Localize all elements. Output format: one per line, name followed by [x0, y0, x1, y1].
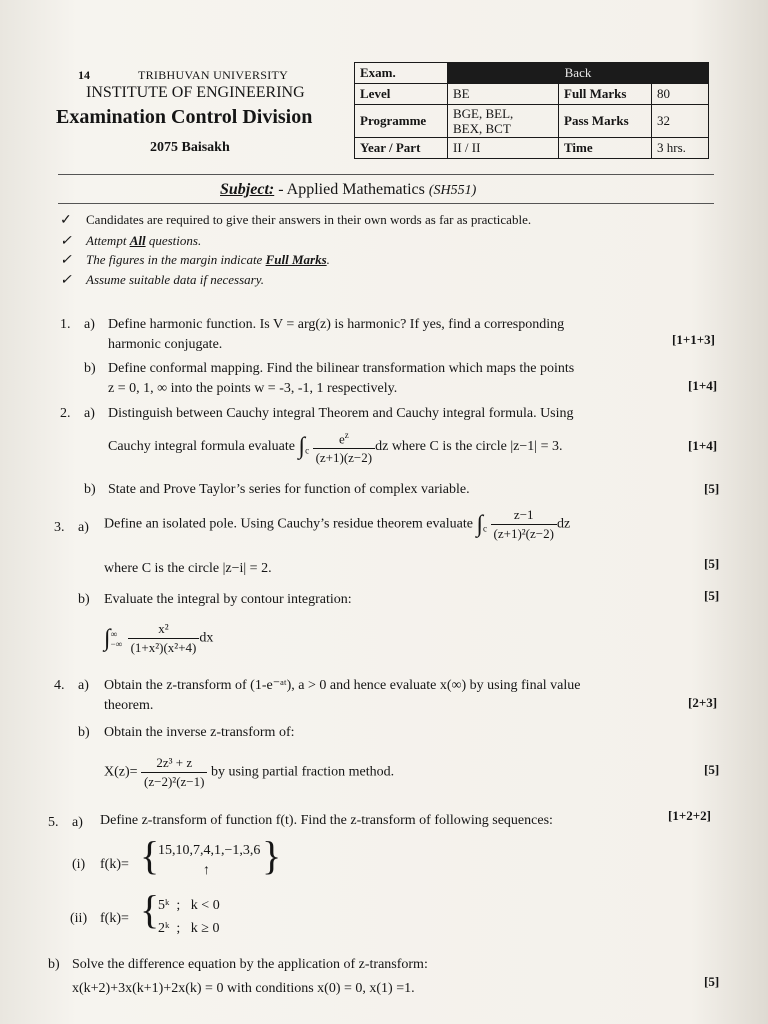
check-icon: ✓	[60, 213, 72, 228]
q3-number: 3.	[54, 520, 65, 535]
q5i-sequence: 15,10,7,4,1,−1,3,6	[158, 843, 261, 858]
q3a-text: Define an isolated pole. Using Cauchy’s residue theorem evaluate	[104, 516, 473, 532]
subject-code: (SH551)	[428, 183, 477, 198]
instruction-text: .	[326, 252, 330, 267]
q4b-label: b)	[78, 725, 90, 740]
brace-left: {	[140, 887, 160, 932]
pass-marks-value: 32	[652, 105, 709, 138]
exam-info-table	[354, 62, 709, 159]
q4b-expression	[104, 754, 524, 791]
q2a-text-post: where C is the circle |z−1| = 3.	[391, 438, 563, 454]
q1a-marks: [1+1+3]	[672, 332, 715, 347]
q4b-marks: [5]	[704, 762, 720, 777]
subject-name: Applied Mathematics	[286, 181, 425, 198]
page-number: 14	[78, 68, 90, 82]
integral-sign: ∫	[298, 433, 306, 460]
q2-number: 2.	[60, 406, 71, 421]
q5a-text: Define z-transform of function f(t). Find the z-transform of following sequences:	[100, 813, 553, 828]
q3a-line1: Define an isolated pole. Using Cauchy’s residue theorem evaluate $\int_c$ $\frac{z-1}{\text{(z+1)²(z−2)}}$ dz	[104, 507, 571, 541]
integral-sign: ∫	[476, 511, 484, 538]
time-value: 3 hrs.	[652, 138, 709, 159]
q4a-line2: theorem.	[104, 698, 154, 713]
q4b-fraction	[141, 754, 207, 791]
q3b-marks: [5]	[704, 588, 720, 603]
lower-limit: −∞	[110, 638, 123, 649]
q4a-label: a)	[78, 678, 89, 693]
subject-line	[220, 181, 476, 199]
year-label: Year / Part	[355, 138, 448, 159]
q3b-dx: dx	[199, 630, 214, 646]
q5ii-label: (ii)	[70, 911, 88, 926]
q4-number: 4.	[54, 678, 65, 693]
q2a-line2: Cauchy integral formula evaluate $\int_c$ $\frac{e^z}{(z+1)(z-2)}$ dz where C is the circle |z−1| = 3.	[108, 426, 708, 467]
full-marks-value: 80	[652, 84, 709, 105]
divider-top	[58, 174, 714, 175]
q5b-label: b)	[48, 957, 60, 972]
pass-marks-label: Pass Marks	[559, 105, 652, 138]
q1b-line1: Define conformal mapping. Find the bilinear transformation which maps the points	[108, 361, 575, 376]
divider-bottom	[58, 203, 714, 204]
subject-label: Subject:	[220, 181, 275, 198]
q4a-line1: Obtain the z-transform of (1-e⁻ᵃᵗ), a > 0 and hence evaluate x(∞) by using final value	[104, 678, 581, 693]
brace-right: }	[262, 833, 282, 878]
check-icon: ✓	[60, 253, 72, 268]
programme-label: Programme	[355, 105, 448, 138]
instruction-2	[60, 233, 201, 250]
q3a-fraction	[491, 506, 557, 543]
q3a-denominator: (z+1)²(z−2)	[493, 526, 554, 541]
q3a-line2: where C is the circle |z−i| = 2.	[104, 561, 272, 576]
q4b-text: Obtain the inverse z-transform of:	[104, 725, 295, 740]
programme-value-1: BGE, BEL,	[453, 106, 514, 121]
q4b-lhs: X(z)=	[104, 764, 138, 780]
level-value: BE	[448, 84, 559, 105]
instruction-1	[60, 212, 531, 229]
division-name: Examination Control Division	[56, 106, 313, 128]
programme-value-2: BEX, BCT	[453, 121, 511, 136]
q2a-text: Cauchy integral formula evaluate	[108, 438, 295, 454]
q2a-fraction	[313, 426, 376, 467]
exam-value: Back	[448, 63, 709, 84]
q5i-label: (i)	[72, 857, 86, 872]
check-icon: ✓	[60, 234, 72, 249]
integral-sign: ∫	[104, 625, 111, 652]
q4b-denominator: (z−2)²(z−1)	[144, 774, 205, 789]
q5a-marks: [1+2+2]	[668, 808, 711, 823]
q3b-text: Evaluate the integral by contour integration:	[104, 592, 352, 607]
exam-label: Exam.	[355, 63, 448, 84]
instruction-3	[60, 252, 330, 269]
instruction-text: questions.	[145, 233, 202, 248]
q1b-marks: [1+4]	[688, 378, 718, 393]
q5i-lhs: f(k)=	[100, 857, 129, 872]
q3b-label: b)	[78, 592, 90, 607]
q1a-line2: harmonic conjugate.	[108, 337, 223, 352]
q5ii-row1: 5ᵏ ; k < 0	[158, 898, 220, 913]
q4a-marks: [2+3]	[688, 695, 718, 710]
exam-date: 2075 Baisakh	[150, 140, 230, 155]
q3a-dz: dz	[556, 516, 571, 532]
q3a-numerator: z−1	[491, 506, 557, 525]
full-marks-label: Full Marks	[559, 84, 652, 105]
q5ii-lhs: f(k)=	[100, 911, 129, 926]
q2a-denominator: (z+1)(z−2)	[315, 450, 373, 466]
upper-limit: ∞	[110, 628, 117, 639]
subject-separator: -	[274, 181, 287, 198]
q4b-method: by using partial fraction method.	[210, 764, 395, 780]
institute-name: INSTITUTE OF ENGINEERING	[86, 84, 305, 101]
time-label: Time	[559, 138, 652, 159]
check-icon: ✓	[60, 273, 72, 288]
instruction-text: Assume suitable data if necessary.	[86, 272, 265, 287]
q3b-denominator: (1+x²)(x²+4)	[130, 640, 197, 655]
q5ii-row2: 2ᵏ ; k ≥ 0	[158, 921, 220, 936]
q2a-numerator: e	[338, 431, 345, 447]
year-value: II / II	[448, 138, 559, 159]
up-arrow-icon: ↑	[203, 863, 210, 878]
q5b-equation: x(k+2)+3x(k+1)+2x(k) = 0 with conditions x(0) = 0, x(1) =1.	[72, 981, 415, 996]
instruction-4	[60, 272, 264, 289]
q2a-numerator-exp: z	[344, 430, 349, 440]
q2a-label: a)	[84, 406, 95, 421]
instruction-emphasis: Full Marks	[265, 252, 327, 267]
q2b-label: b)	[84, 482, 96, 497]
instruction-text: The figures in the margin indicate	[86, 252, 266, 267]
q5b-text: Solve the difference equation by the application of z-transform:	[72, 957, 428, 972]
q5-number: 5.	[48, 815, 59, 830]
q2a-line1: Distinguish between Cauchy integral Theorem and Cauchy integral formula. Using	[108, 406, 574, 421]
q1b-line2: z = 0, 1, ∞ into the points w = -3, -1, 1 respectively.	[108, 381, 398, 396]
university-name: TRIBHUVAN UNIVERSITY	[138, 68, 289, 82]
q1a-line1: Define harmonic function. Is V = arg(z) is harmonic? If yes, find a corresponding	[108, 317, 565, 332]
q5b-marks: [5]	[704, 974, 720, 989]
level-label: Level	[355, 84, 448, 105]
q1a-label: a)	[84, 317, 95, 332]
brace-left: {	[140, 833, 160, 878]
instruction-emphasis: All	[129, 233, 146, 248]
q3a-marks: [5]	[704, 556, 720, 571]
q3a-label: a)	[78, 520, 89, 535]
q3b-integral	[104, 620, 213, 657]
q3b-numerator: x²	[128, 620, 200, 639]
q2b-marks: [5]	[704, 481, 720, 496]
q4b-numerator: 2z³ + z	[141, 754, 207, 773]
q5a-label: a)	[72, 815, 83, 830]
instruction-text: Attempt	[86, 233, 130, 248]
q2a-dz: dz	[375, 438, 389, 454]
q2a-marks: [1+4]	[688, 438, 718, 453]
instruction-text: Candidates are required to give their answers in their own words as far as practicable.	[86, 212, 532, 227]
q2b-text: State and Prove Taylor’s series for function of complex variable.	[108, 482, 470, 497]
q1-number: 1.	[60, 317, 71, 332]
q1b-label: b)	[84, 361, 96, 376]
q3b-fraction	[128, 620, 200, 657]
